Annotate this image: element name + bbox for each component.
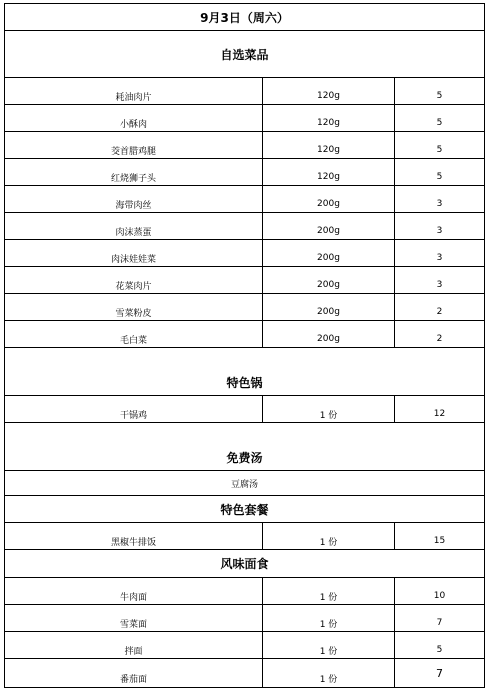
table-row — [4, 132, 485, 159]
dish-name: 茭首腊鸡腿 — [5, 132, 263, 158]
section-heading-noodles: 风味面食 — [220, 557, 269, 571]
section-heading-row — [4, 496, 485, 523]
dish-portion: 120g — [263, 132, 395, 158]
section-heading-row — [4, 31, 485, 78]
dish-portion: 1 份 — [263, 523, 395, 549]
table-row — [4, 471, 485, 496]
dish-name: 牛肉面 — [5, 578, 263, 604]
dish-name: 肉沫娃娃菜 — [5, 240, 263, 266]
table-row — [4, 321, 485, 348]
table-row — [4, 294, 485, 321]
dish-name: 雪菜面 — [5, 605, 263, 631]
dish-price: 3 — [436, 199, 443, 209]
dish-name: 拌面 — [5, 632, 263, 658]
table-row — [4, 578, 485, 605]
dish-name: 花菜肉片 — [5, 267, 263, 293]
dish-portion: 200g — [263, 186, 395, 212]
table-row — [4, 267, 485, 294]
table-row — [4, 186, 485, 213]
table-row — [4, 605, 485, 632]
table-row — [4, 659, 485, 688]
dish-name: 番茄面 — [5, 659, 263, 687]
dish-price: 3 — [436, 280, 443, 290]
dish-name: 小酥肉 — [5, 105, 263, 131]
dish-price: 3 — [436, 226, 443, 236]
dish-price: 2 — [436, 334, 443, 344]
dish-portion: 1 份 — [263, 605, 395, 631]
dish-name: 耗油肉片 — [5, 78, 263, 104]
dish-price: 5 — [436, 118, 443, 128]
dish-price: 7 — [436, 666, 443, 680]
dish-price: 5 — [436, 145, 443, 155]
dish-name: 肉沫蒸蛋 — [5, 213, 263, 239]
dish-price: 5 — [436, 91, 443, 101]
dish-price: 10 — [433, 591, 446, 601]
dish-price: 15 — [433, 536, 446, 546]
dish-name: 雪菜粉皮 — [5, 294, 263, 320]
section-heading-free-soup: 免费汤 — [226, 451, 263, 465]
dish-name: 毛白菜 — [5, 321, 263, 347]
dish-portion: 1 份 — [263, 659, 395, 687]
dish-portion: 120g — [263, 78, 395, 104]
dish-price: 2 — [436, 307, 443, 317]
table-row — [4, 240, 485, 267]
dish-price: 5 — [436, 645, 443, 655]
dish-name: 黑椒牛排饭 — [5, 523, 263, 549]
title-row — [4, 3, 485, 31]
dish-portion: 200g — [263, 267, 395, 293]
section-heading-row — [4, 550, 485, 578]
dish-portion: 200g — [263, 213, 395, 239]
section-heading-row — [4, 423, 485, 471]
dish-portion: 200g — [263, 321, 395, 347]
dish-name: 海带肉丝 — [5, 186, 263, 212]
section-heading-special-pot: 特色锅 — [226, 376, 263, 390]
table-row — [4, 105, 485, 132]
section-heading-self-select: 自选菜品 — [220, 47, 269, 62]
section-heading-set-meal: 特色套餐 — [220, 502, 269, 517]
table-row — [4, 396, 485, 423]
table-row — [4, 159, 485, 186]
dish-portion: 1 份 — [263, 578, 395, 604]
dish-portion: 1 份 — [263, 396, 395, 422]
dish-portion: 200g — [263, 294, 395, 320]
table-row — [4, 523, 485, 550]
section-heading-row — [4, 348, 485, 396]
dish-name: 红烧狮子头 — [5, 159, 263, 185]
dish-price: 5 — [436, 172, 443, 182]
table-row — [4, 213, 485, 240]
dish-portion: 200g — [263, 240, 395, 266]
dish-name: 干锅鸡 — [5, 396, 263, 422]
page-title: 9月3日（周六） — [200, 10, 289, 25]
dish-price: 12 — [433, 409, 446, 419]
dish-price: 7 — [436, 618, 443, 628]
dish-portion: 1 份 — [263, 632, 395, 658]
dish-portion: 120g — [263, 105, 395, 131]
table-row — [4, 78, 485, 105]
dish-portion: 120g — [263, 159, 395, 185]
dish-price: 3 — [436, 253, 443, 263]
table-row — [4, 632, 485, 659]
soup-name: 豆腐汤 — [230, 479, 258, 490]
